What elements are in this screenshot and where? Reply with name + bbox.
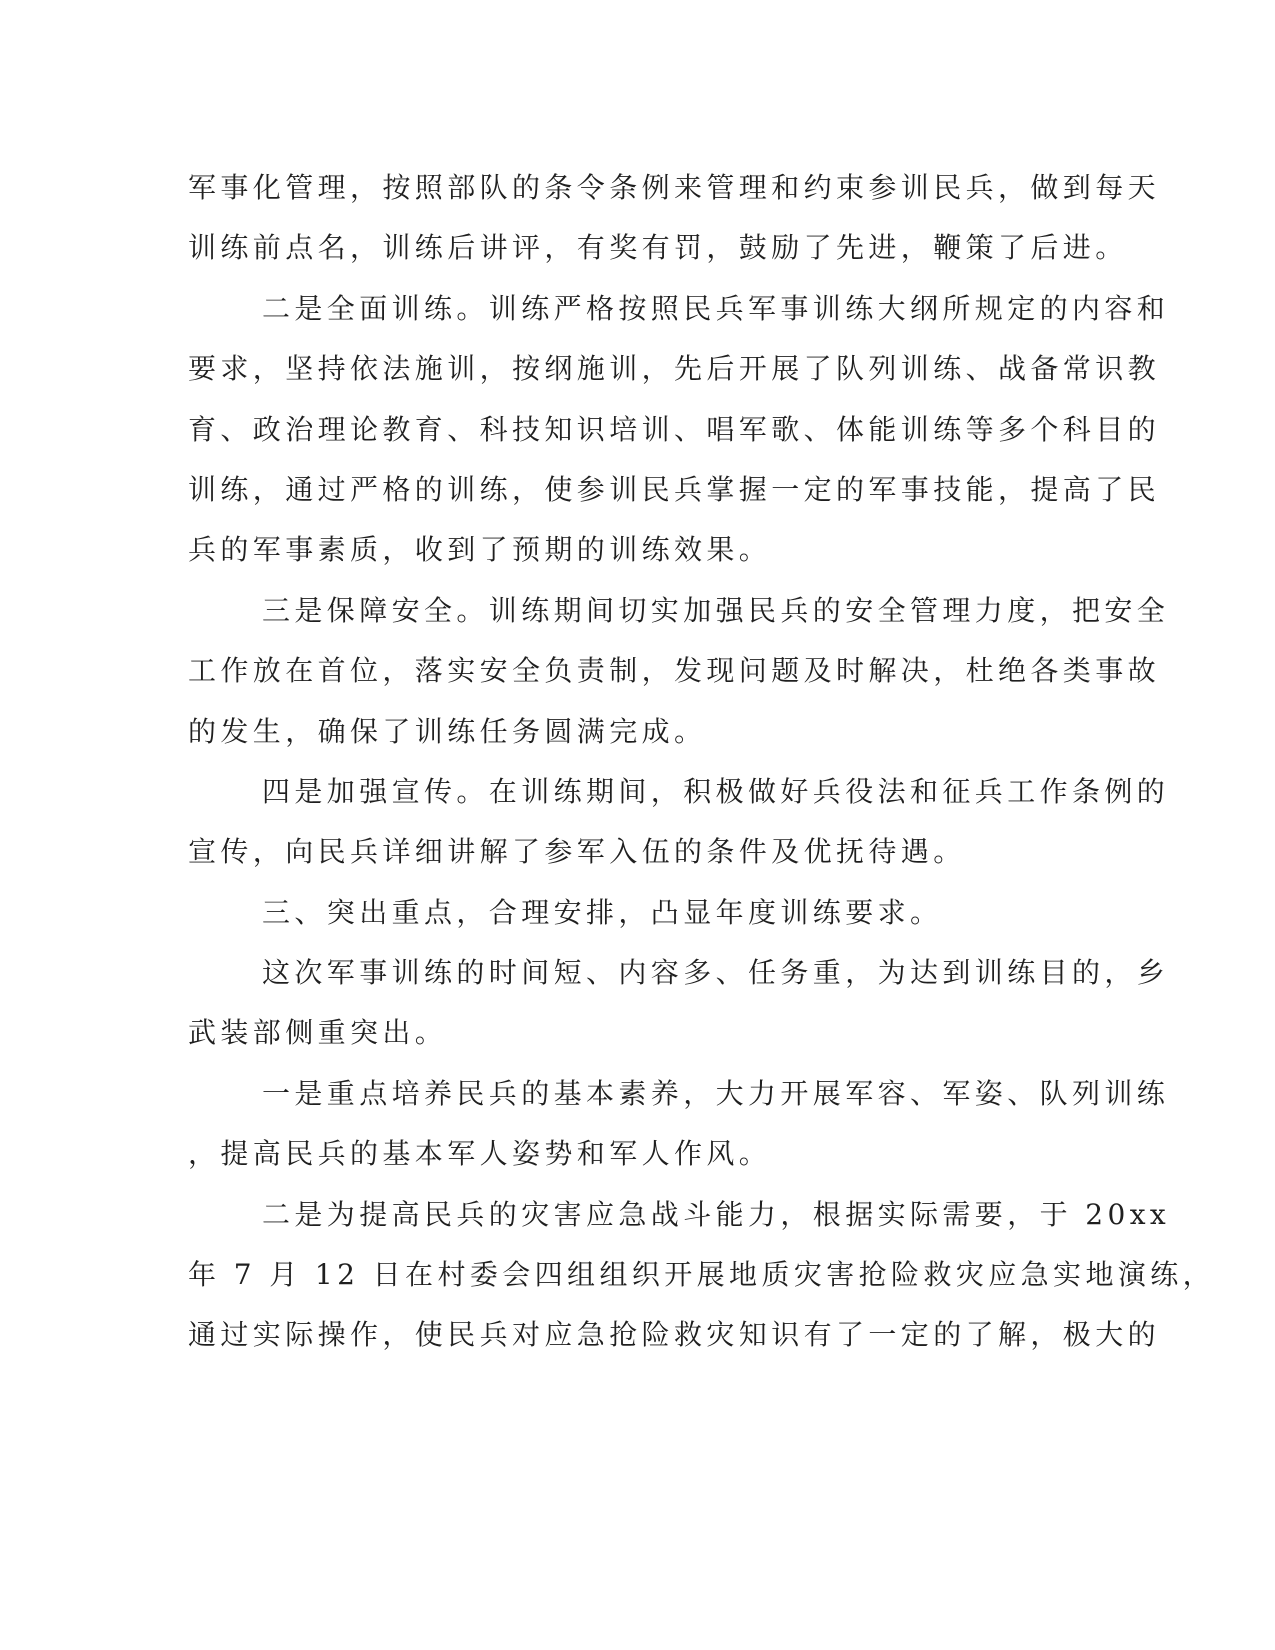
text-line-14: 这次军事训练的时间短、内容多、任务重，为达到训练目的，乡	[262, 956, 1170, 990]
text-line-9: 工作放在首位，落实安全负责制，发现问题及时解决，杜绝各类事故	[188, 654, 1161, 688]
text-line-2: 训练前点名，训练后讲评，有奖有罚，鼓励了先进，鞭策了后进。	[188, 231, 1128, 265]
text-line-20: 通过实际操作，使民兵对应急抢险救灾知识有了一定的了解，极大的	[188, 1318, 1161, 1352]
text-line-6: 训练，通过严格的训练，使参训民兵掌握一定的军事技能，提高了民	[188, 472, 1161, 506]
document-body	[188, 158, 1216, 1366]
text-line-16: 一是重点培养民兵的基本素养，大力开展军容、军姿、队列训练	[262, 1076, 1170, 1110]
text-line-4: 要求，坚持依法施训，按纲施训，先后开展了队列训练、战备常识教	[188, 352, 1161, 386]
text-line-18: 二是为提高民兵的灾害应急战斗能力，根据实际需要，于 20xx	[262, 1197, 1171, 1231]
text-line-3: 二是全面训练。训练严格按照民兵军事训练大纲所规定的内容和	[262, 291, 1170, 325]
text-line-5: 育、政治理论教育、科技知识培训、唱军歌、体能训练等多个科目的	[188, 412, 1161, 446]
text-line-8: 三是保障安全。训练期间切实加强民兵的安全管理力度，把安全	[262, 593, 1170, 627]
text-line-17: ，提高民兵的基本军人姿势和军人作风。	[188, 1137, 772, 1171]
text-line-19: 年 7 月 12 日在村委会四组组织开展地质灾害抢险救灾应急实地演练，	[188, 1258, 1216, 1292]
text-line-11: 四是加强宣传。在训练期间，积极做好兵役法和征兵工作条例的	[262, 774, 1170, 808]
section-heading: 三、突出重点，合理安排，凸显年度训练要求。	[262, 895, 943, 929]
text-line-15: 武装部侧重突出。	[188, 1016, 448, 1050]
text-line-12: 宣传，向民兵详细讲解了参军入伍的条件及优抚待遇。	[188, 835, 966, 869]
text-line-1: 军事化管理，按照部队的条令条例来管理和约束参训民兵，做到每天	[188, 171, 1161, 204]
text-line-10: 的发生，确保了训练任务圆满完成。	[188, 714, 707, 748]
text-line-7: 兵的军事素质，收到了预期的训练效果。	[188, 533, 772, 567]
